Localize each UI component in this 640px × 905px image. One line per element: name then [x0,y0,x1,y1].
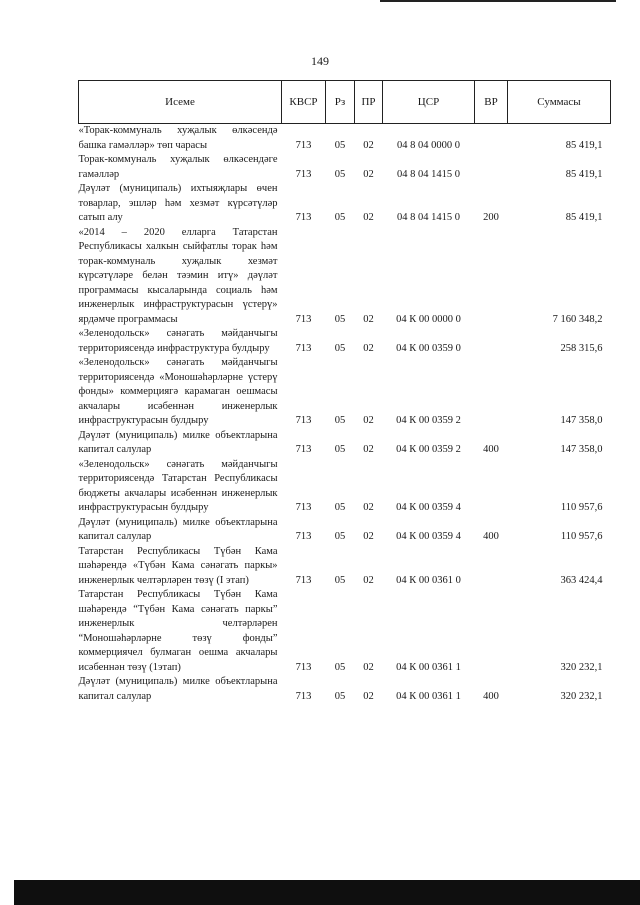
row-csr: 04 К 00 0361 0 [396,574,461,586]
row-sum: 7 160 348,2 [552,313,603,325]
header-vr: ВР [475,81,508,124]
row-pr: 02 [363,531,374,542]
row-pr: 02 [363,139,374,151]
row-pr: 02 [363,168,374,180]
row-pr: 02 [363,212,374,223]
row-kvsr: 713 [295,415,312,426]
row-csr: 04 К 00 0359 2 [396,444,461,455]
row-sum: 147 358,0 [560,444,603,455]
row-kvsr: 713 [295,661,312,673]
row-sum: 110 957,6 [560,502,603,513]
header-kvsr: КВСР [282,81,326,124]
row-name: «Торак-коммуналь хуҗалык өлкәсендә башка гамәлләр» төп чарасы [78,125,278,151]
table-row [79,124,611,154]
row-csr: 04 8 04 0000 0 [397,139,460,151]
row-pr: 02 [363,342,374,354]
row-kvsr: 713 [295,444,312,455]
row-csr: 04 К 00 0359 4 [396,531,461,542]
row-pr: 02 [363,690,374,702]
row-rz: 05 [334,574,346,586]
row-rz: 05 [334,168,346,180]
table-row [79,226,611,328]
table-row [79,356,611,429]
table-row [79,516,611,545]
row-rz: 05 [334,531,346,542]
row-sum: 320 232,1 [560,661,603,673]
table-row [79,182,611,226]
table-row [79,153,611,182]
scan-bottom-bar [14,880,640,905]
row-vr [475,356,508,429]
row-rz: 05 [334,661,346,673]
row-kvsr: 713 [295,313,312,325]
table-header-row [79,81,611,124]
row-sum: 147 358,0 [560,415,603,426]
table-row [79,458,611,516]
row-name: Татарстан Республикасы Түбән Кама шәһәрендә «Түбән Кама сәнәгать паркы» инженерлык челтәрләрен төзү (I этап) [78,545,278,586]
row-vr: 200 [483,212,499,223]
row-rz: 05 [334,342,346,354]
row-name: Дәүләт (муниципаль) милке объектларына капитал салулар [78,676,278,702]
row-csr: 04 К 00 0361 1 [396,690,461,702]
header-rz: Рз [326,81,355,124]
row-rz: 05 [334,313,346,325]
row-kvsr: 713 [295,531,312,542]
row-pr: 02 [363,415,374,426]
row-csr: 04 8 04 1415 0 [397,212,460,223]
row-name: «2014 – 2020 елларга Татарстан Республикасы халкын сыйфатлы торак һәм торак-коммуналь хуҗалык хезмәт күрсәтүләре белән тәэмин итү» дәүләт программасы кысаларында социаль һәм инженерлык инфраструктурасын үстерү» ярдәмче программасы [78,226,278,325]
row-vr [475,226,508,328]
top-border-line [380,0,616,2]
row-kvsr: 713 [295,502,312,513]
row-name: «Зеленодольск» сәнәгать мәйданчыгы территориясендә инфраструктура булдыру [78,328,278,354]
row-name: Дәүләт (муниципаль) милке объектларына капитал салулар [78,516,278,542]
row-name: «Зеленодольск» сәнәгать мәйданчыгы территориясендә Татарстан Республикасы бюджеты акчалары исәбеннән инженерлык инфраструктурасын булдыру [78,458,278,513]
row-kvsr: 713 [295,690,312,702]
row-name: «Зеленодольск» сәнәгать мәйданчыгы территориясендә «Моношәһәрләрне үстерү фонды» коммерциягә карамаган оешмасы акчалары исәбеннән инженерлык инфраструктурасын булдыру [78,357,278,426]
row-csr: 04 К 00 0359 2 [396,415,461,426]
row-kvsr: 713 [295,212,312,223]
row-rz: 05 [334,415,346,426]
row-pr: 02 [363,661,374,673]
row-kvsr: 713 [295,342,312,354]
row-rz: 05 [334,502,346,513]
row-sum: 110 957,6 [560,531,603,542]
row-pr: 02 [363,313,374,325]
row-vr [475,124,508,154]
row-vr: 400 [483,531,499,542]
page-number: 149 [311,54,329,68]
row-sum: 85 419,1 [565,168,603,180]
row-sum: 320 232,1 [560,690,603,702]
row-rz: 05 [334,139,346,151]
table-row [79,429,611,458]
row-kvsr: 713 [295,168,312,180]
row-pr: 02 [363,444,374,455]
row-vr [475,588,508,675]
table-row [79,327,611,356]
row-vr: 400 [483,690,499,702]
row-pr: 02 [363,502,374,513]
row-vr [475,327,508,356]
row-kvsr: 713 [295,139,312,151]
header-csr: ЦСР [383,81,475,124]
row-csr: 04 8 04 1415 0 [397,168,460,180]
row-kvsr: 713 [295,574,312,586]
row-rz: 05 [334,212,346,223]
row-csr: 04 К 00 0000 0 [396,313,461,325]
row-csr: 04 К 00 0361 1 [396,661,461,673]
table-row [79,675,611,704]
table-row [79,588,611,675]
row-pr: 02 [363,574,374,586]
budget-table [78,80,611,704]
row-sum: 363 424,4 [560,574,603,586]
row-name: Торак-коммуналь хуҗалык өлкәсендәге гамәлләр [78,154,278,180]
row-csr: 04 К 00 0359 4 [396,502,461,513]
row-sum: 85 419,1 [565,212,603,223]
row-csr: 04 К 00 0359 0 [396,342,461,354]
row-vr: 400 [483,444,499,455]
header-name: Исеме [79,81,282,124]
row-sum: 85 419,1 [565,139,603,151]
row-rz: 05 [334,690,346,702]
row-rz: 05 [334,444,346,455]
row-name: Дәүләт (муниципаль) милке объектларына капитал салулар [78,429,278,455]
row-vr [475,153,508,182]
row-name: Татарстан Республикасы Түбән Кама шәһәрендә “Түбән Кама сәнәгать паркы” инженерлык челтәрләрен “Моношәһәрләрне төзү фонды” коммерциячел булмаган оешма акчалары исәбеннән төзү (1этап) [78,589,278,673]
table-row [79,545,611,589]
header-sum: Суммасы [508,81,611,124]
header-pr: ПР [355,81,383,124]
row-name: Дәүләт (муниципаль) ихтыяҗлары өчен товарлар, эшләр һәм хезмәт күрсәтүләр сатып алу [78,183,278,223]
row-sum: 258 315,6 [560,342,603,354]
row-vr [475,545,508,589]
row-vr [475,458,508,516]
